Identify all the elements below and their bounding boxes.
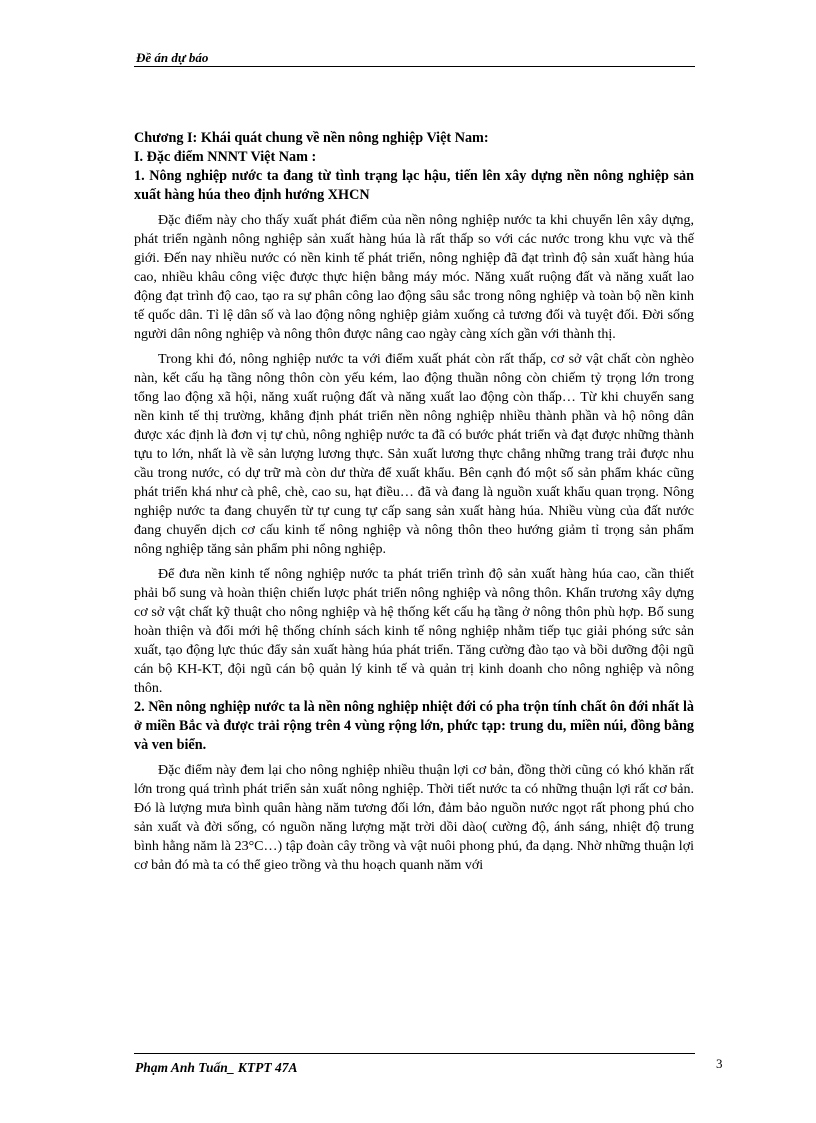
paragraph: Đặc điểm này cho thấy xuất phát điểm của nền nông nghiệp nước ta khi chuyển lên xây dựng, phát triển ngành nông nghiệp sản xuất hàng húa là rất thấp so với các nước trong khu vực và thế giới. Đến nay nhiều nước có nền kinh tế phát triển, nông nghiệp đã đạt trình độ sản xuất hàng húa cao, nhiều khâu công việc được thực hiện bằng máy móc. Năng xuất ruộng đất và năng xuất lao động đạt trình độ cao, tạo ra sự phân công lao động sâu sắc trong nông nghiệp và toàn bộ nền kinh tế quốc dân. Tỉ lệ dân số và lao động nông nghiệp giảm xuống cả tương đối và tuyệt đối. Đời sống người dân nông nghiệp và nông thôn được nâng cao ngày càng xích gần với thành thị.: [134, 213, 694, 342]
document-body: [134, 129, 694, 875]
chapter-title: Chương I: Khái quát chung về nền nông nghiệp Việt Nam:: [134, 130, 489, 146]
footer-author: Phạm Anh Tuấn_ KTPT 47A: [135, 1060, 298, 1075]
page-number: 3: [716, 1056, 723, 1071]
item1-title: 1. Nông nghiệp nước ta đang từ tình trạng lạc hậu, tiến lên xây dựng nền nông nghiệp sản xuất hàng húa theo định hướng XHCN: [134, 168, 694, 203]
paragraph: Để đưa nền kinh tế nông nghiệp nước ta phát triển trình độ sản xuất hàng húa cao, cần thiết phải bổ sung và hoàn thiện chiến lược phát triển nông nghiệp và nông thôn. Khẩn trương xây dựng cơ sở vật chất kỹ thuật cho nông nghiệp và hệ thống kết cấu hạ tầng ở nông thôn phù hợp. Bổ sung hoàn thiện và đổi mới hệ thống chính sách kinh tế nông nghiệp nhằm tiếp tục giải phóng sức sản xuất, tạo động lực thúc đẩy sản xuất hàng húa phát triển. Tăng cường đào tạo và bồi dưỡng đội ngũ cán bộ KH-KT, đội ngũ cán bộ quản lý kinh tế và quản trị kinh doanh cho nông nghiệp và nông thôn.: [134, 567, 694, 696]
header-title: Đề án dự báo: [136, 50, 209, 65]
paragraph: Đặc điểm này đem lại cho nông nghiệp nhiều thuận lợi cơ bản, đồng thời cũng có khó khăn rất lớn trong quá trình phát triển sản xuất nông nghiệp. Thời tiết nước ta có những thuận lợi rất cơ bản. Đó là lượng mưa bình quân hàng năm tương đối lớn, đảm bảo nguồn nước ngọt rất phong phú cho sản xuất và đời sống, có nguồn năng lượng mặt trời dồi dào( cường độ, ánh sáng, nhiệt độ trung bình hằng năm là 23°C…) tập đoàn cây trồng và vật nuôi phong phú, đa dạng. Nhờ những thuận lợi cơ bản đó mà ta có thể gieo trồng và thu hoạch quanh năm với: [134, 763, 694, 873]
footer-divider: [134, 1053, 695, 1054]
item2-title: 2. Nền nông nghiệp nước ta là nền nông nghiệp nhiệt đới có pha trộn tính chất ôn đới nhất là ở miền Bắc và được trải rộng trên 4 vùng rộng lớn, phức tạp: trung du, miền núi, đồng bằng và ven biển.: [134, 699, 694, 753]
section-title: I. Đặc điểm NNNT Việt Nam :: [134, 149, 317, 165]
header-divider: [134, 66, 695, 67]
paragraph: Trong khi đó, nông nghiệp nước ta với điểm xuất phát còn rất thấp, cơ sở vật chất còn nghèo nàn, kết cấu hạ tầng nông thôn còn yếu kém, lao động thuần nông còn chiếm tỷ trọng lớn trong tổng lao động xã hội, năng xuất ruộng đất và năng xuất lao động còn thấp… Từ khi chuyển sang nền kinh tế thị trường, khẳng định phát triển nền nông nghiệp nhiều thành phần và hộ nông dân được xác định là đơn vị tự chủ, nông nghiệp nước ta đã có bước phát triển và đạt được những thành tựu to lớn, nhất là về sản lượng lương thực. Sản xuất lương thực chẳng những trang trải được nhu cầu trong nước, có dự trữ mà còn dư thừa để xuất khẩu. Bên cạnh đó một số sản phẩm khác cũng phát triển khá như cà phê, chè, cao su, hạt điều… đã và đang là nguồn xuất khẩu quan trọng. Nông nghiệp nước ta đang chuyển từ tự cung tự cấp sang sản xuất hàng húa. Nhiều vùng của đất nước đang chuyển dịch cơ cấu kinh tế nông nghiệp và nông thôn theo hướng giảm tỉ trọng sản phẩm nông nghiệp tăng sản phẩm phi nông nghiệp.: [134, 352, 694, 557]
